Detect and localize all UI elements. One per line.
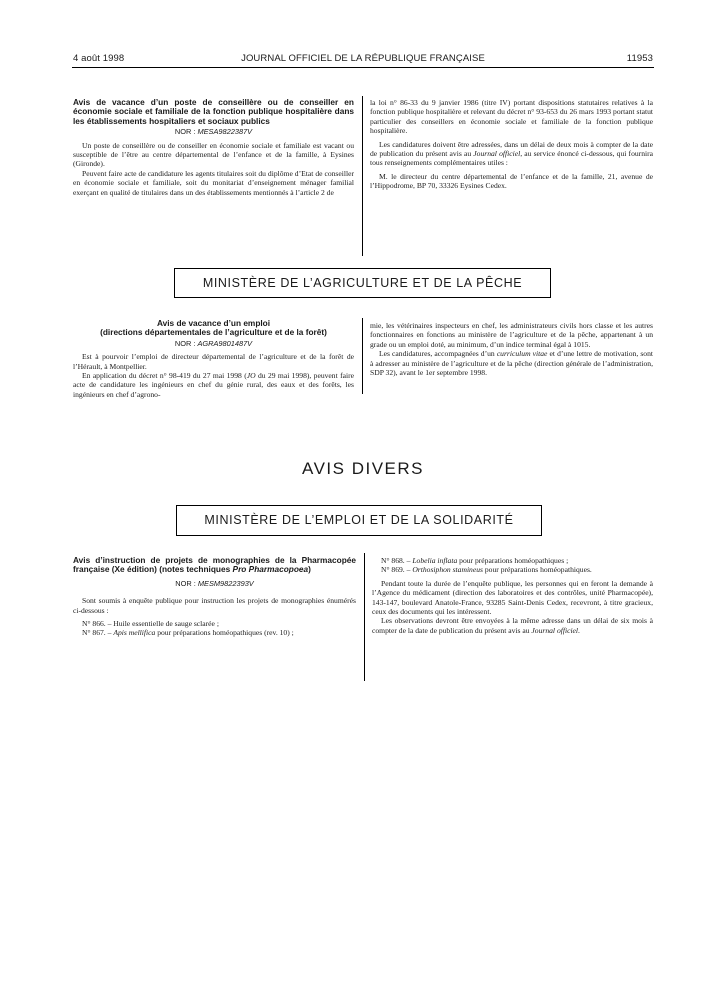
ministry-heading-agriculture: MINISTÈRE DE L’AGRICULTURE ET DE LA PÊCHE <box>174 268 551 298</box>
notice2-paragraph: Est à pourvoir l’emploi de directeur départemental de l’agriculture et de la forêt de l’Hérault, à Montpellier. <box>73 352 354 371</box>
notice1-paragraph: la loi n° 86-33 du 9 janvier 1986 (titre IV) portant dispositions statutaires relatives à la fonction publique hospitalière et relevant du décret n° 93-653 du 26 mars 1993 portant statut particulier des conseillers en économie sociale et familiale de la fonction publique hospitalière. <box>370 98 653 136</box>
page-number: 11953 <box>626 53 653 64</box>
notice2-title: Avis de vacance d’un emploi (directions départementales de l’agriculture et de la forêt) <box>100 318 327 338</box>
monograph-item: N° 868. – Lobelia inflata pour préparations homéopathiques ; <box>381 556 569 565</box>
notice1-right-column <box>370 98 653 191</box>
nor-label: NOR : <box>174 338 196 348</box>
notice3-title: Avis d’instruction de projets de monographies de la Pharmacopée française (Xe édition) (notes techniques Pro Pharmacopoea) <box>73 555 356 575</box>
monograph-item: N° 869. – Orthosiphon stamineus pour préparations homéopathiques. <box>381 565 592 575</box>
nor-label: NOR : <box>174 127 196 137</box>
monograph-item: N° 866. – Huile essentielle de sauge sclarée ; <box>82 619 219 629</box>
notice3-right-column <box>372 556 653 635</box>
notice2-right-column <box>370 321 653 377</box>
journal-title: JOURNAL OFFICIEL DE LA RÉPUBLIQUE FRANÇAISE <box>241 53 485 64</box>
notice1-paragraph: Un poste de conseillère ou de conseiller en économie sociale et familiale est vacant ou susceptible de l’être au centre départemental de l’enfance et de la famille, à Eysines (Gironde). <box>73 140 354 169</box>
header-rule <box>72 67 654 68</box>
notice1-address: M. le directeur du centre départemental de l’enfance et de la famille, 21, avenue de l’Hippodrome, BP 70, 33326 Eysines Cedex. <box>370 171 653 191</box>
notice1-paragraph: Les candidatures doivent être adressées, dans un délai de deux mois à compter de la date de publication du présent avis au Journal officiel, au service énoncé ci-dessous, qui fournira tous renseignements complémentaires utiles : <box>370 139 653 168</box>
nor-label: NOR : <box>175 578 196 588</box>
notice2-paragraph: Les candidatures, accompagnées d’un curriculum vitae et d’une lettre de motivation, sont à adresser au ministère de l’agriculture et de la pêche (direction générale de l’administration, SDP 32), avant le 1er septembre 1998. <box>370 349 653 378</box>
nor-code: AGRA9801487V <box>197 338 253 348</box>
notice1-nor <box>73 127 354 136</box>
notice3-left-column <box>73 556 356 638</box>
notice2-nor <box>73 339 354 348</box>
ministry-heading-employment: MINISTÈRE DE L’EMPLOI ET DE LA SOLIDARITÉ <box>176 505 542 536</box>
notice2-paragraph: En application du décret n° 98-419 du 27 mai 1998 (JO du 29 mai 1998), peuvent faire acte de candidature les ingénieurs en chef du génie rural, des eaux et des forêts, les ingénieurs en chef d’agrono- <box>73 371 354 399</box>
column-divider <box>362 318 363 394</box>
notice3-paragraph: Sont soumis à enquête publique pour instruction les projets de monographies énumérés ci-dessous : <box>73 596 356 615</box>
section-title: AVIS DIVERS <box>302 459 424 478</box>
monograph-item: N° 867. – Apis mellifica pour préparations homéopathiques (rev. 10) ; <box>82 628 294 638</box>
notice1-paragraph: Peuvent faire acte de candidature les agents titulaires soit du diplôme d’Etat de conseiller en économie sociale et familiale, soit du monitariat d’enseignement ménager familial exerçant en qualité de titulaires dans un des établissements mentionnés à l’article 2 de <box>73 168 354 197</box>
notice2-paragraph: mie, les vétérinaires inspecteurs en chef, les administrateurs civils hors classe et les autres fonctionnaires en fonctions au ministère de l’agriculture et de la pêche, appartenant à un grade ou un emploi doté, au minimum, d’un indice terminal égal à 1015. <box>370 321 653 349</box>
column-divider <box>362 96 363 256</box>
header-date: 4 août 1998 <box>73 53 125 64</box>
notice1-title: Avis de vacance d’un poste de conseillère ou de conseiller en économie sociale et familiale de la fonction publique hospitalière dans les établissements hospitaliers et sociaux publics <box>73 97 354 126</box>
nor-code: MESA9822387V <box>197 127 253 137</box>
notice2-left-column <box>73 319 354 399</box>
notice3-paragraph: Pendant toute la durée de l’enquête publique, les personnes qui en feront la demande à l’Agence du médicament (direction des laboratoires et des contrôles, unité Pharmacopée), 143-147, boulevard Anatole-France, 93285 Saint-Denis Cedex, recevront, à titre gracieux, ceux des documents qui les intéressent. <box>372 578 653 617</box>
nor-code: MESM9822393V <box>197 578 254 588</box>
notice3-nor <box>73 579 356 588</box>
notice1-left-column <box>73 98 354 197</box>
notice3-paragraph: Les observations devront être envoyées à la même adresse dans un délai de six mois à compter de la date de publication du présent avis au Journal officiel. <box>372 616 653 635</box>
column-divider <box>364 553 365 681</box>
